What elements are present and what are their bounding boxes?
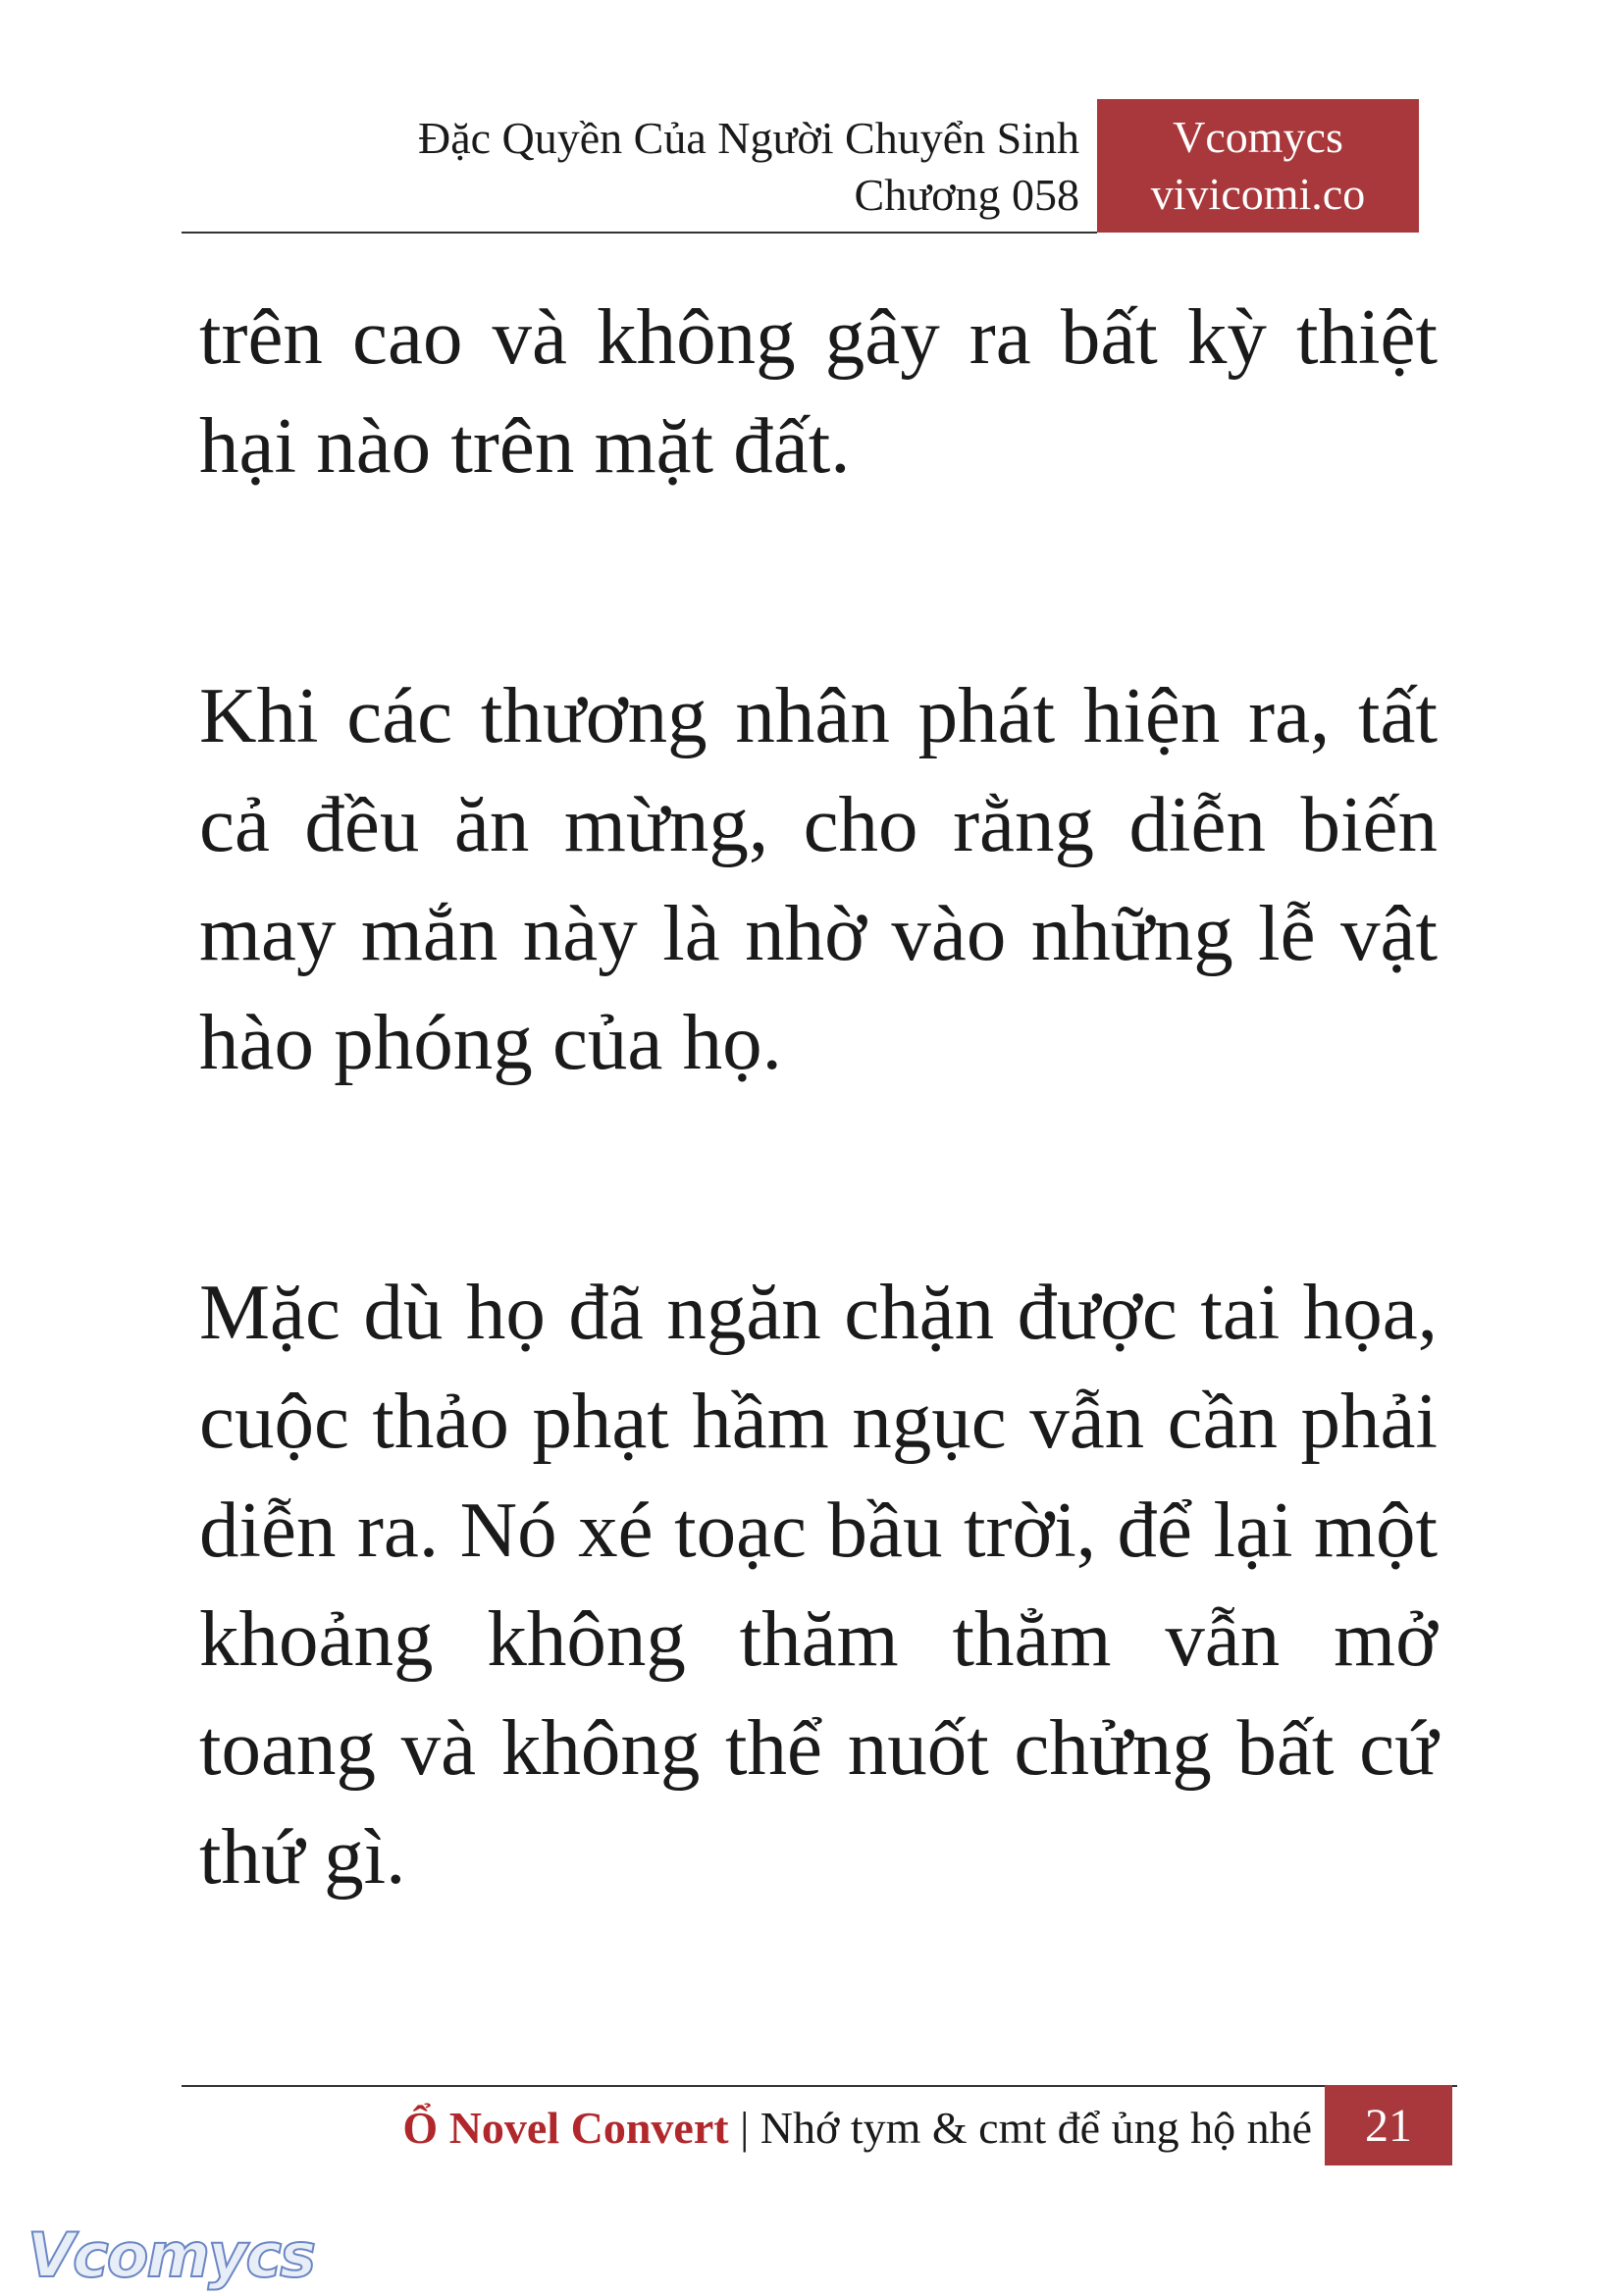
paragraph-2: Khi các thương nhân phát hiện ra, tất cả đều ăn mừng, cho rằng diễn biến may mắn này là nhờ vào những lễ vật hào phóng của họ. xyxy=(199,671,1438,1086)
header-divider xyxy=(182,232,1097,234)
watermark-logo: Vcomycs xyxy=(27,2219,315,2291)
page-header xyxy=(418,110,1079,224)
page-footer xyxy=(402,2094,1312,2163)
paragraph-3: Mặc dù họ đã ngăn chặn được tai họa, cuộc thảo phạt hầm ngục vẫn cần phải diễn ra. Nó xé toạc bầu trời, để lại một khoảng không thăm thẳm vẫn mở toang và không thể nuốt chửng bất cứ thứ gì. xyxy=(199,1268,1438,1901)
footer-divider xyxy=(182,2085,1457,2087)
site-badge-url: vivicomi.co xyxy=(1150,169,1366,219)
footer-message: Nhớ tym & cmt để ủng hộ nhé xyxy=(760,2103,1312,2153)
site-badge-name: Vcomycs xyxy=(1173,112,1343,162)
footer-separator: | xyxy=(740,2103,750,2153)
chapter-label: Chương 058 xyxy=(854,170,1079,220)
paragraph-1: trên cao và không gây ra bất kỳ thiệt hại nào trên mặt đất. xyxy=(199,292,1438,490)
site-badge xyxy=(1097,99,1419,233)
footer-brand: Ổ Novel Convert xyxy=(402,2103,729,2153)
page-number: 21 xyxy=(1325,2085,1452,2165)
book-title: Đặc Quyền Của Người Chuyển Sinh xyxy=(417,113,1079,163)
